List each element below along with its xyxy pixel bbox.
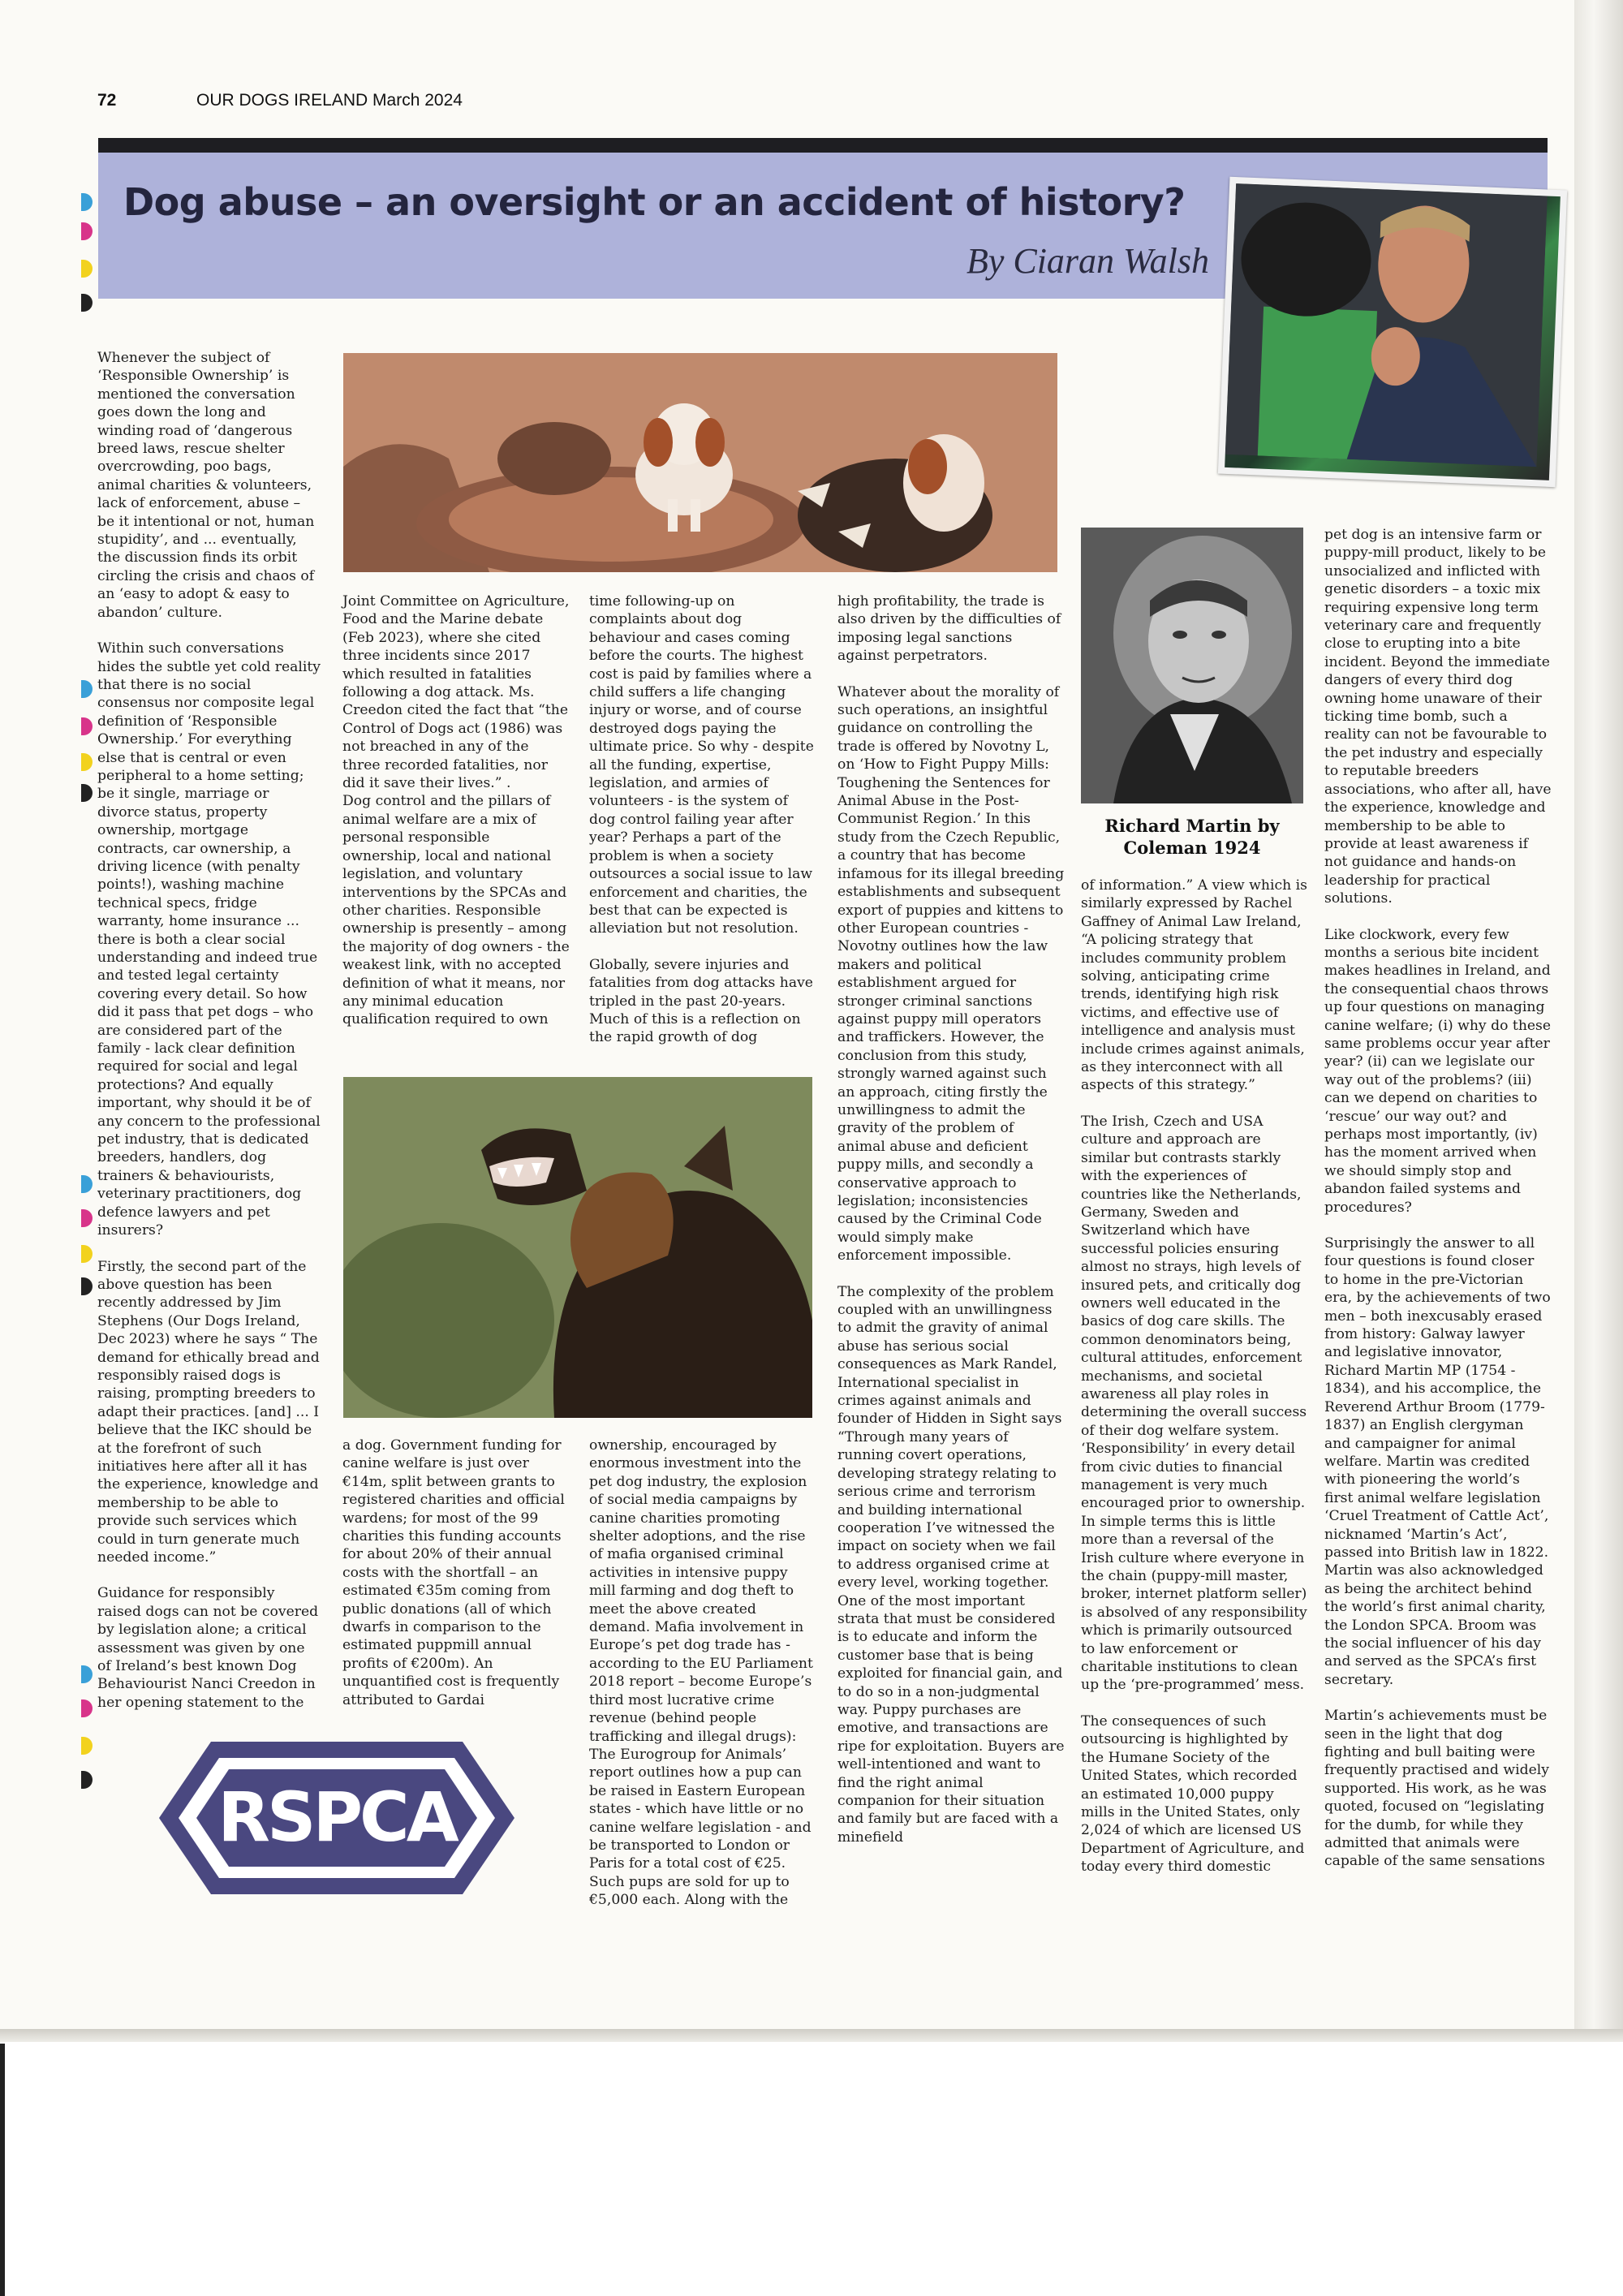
rspca-logo-graphic bbox=[154, 1737, 519, 1899]
puppies-illustration bbox=[343, 353, 1057, 572]
article-paragraph: Dog control and the pillars of animal welfare are a mix of personal responsible ownership, local and national legislation, and voluntary interventions by the SPCAs and other charities. Responsible ownership is presently – among the majority of dog owners - the weakest link, with no accepted definition of what it means, nor any minimal education qualification required to own bbox=[342, 793, 570, 1028]
scan-edge bbox=[0, 2044, 5, 2296]
scan-background bbox=[0, 2042, 1623, 2296]
portrait-illustration bbox=[1081, 528, 1303, 803]
page-number: 72 bbox=[97, 91, 117, 110]
article-paragraph: Joint Committee on Agriculture, Food and the Marine debate (Feb 2023), where she cited three incidents since 2017 which resulted in fatalities following a dog attack. Ms. Creedon cited the fact that “the Control of Dogs act (1986) was not breached in any of the three recorded fatalities, nor did it save their lives.” . bbox=[342, 593, 570, 792]
page-bottom-edge bbox=[0, 2029, 1623, 2042]
publication-title: OUR DOGS IRELAND March 2024 bbox=[196, 91, 463, 110]
barking-dog-illustration bbox=[343, 1077, 812, 1418]
header-rule bbox=[98, 138, 1548, 153]
article-paragraph: ownership, encouraged by enormous investment into the pet dog industry, the explosion of social media campaigns by canine charities promoting shelter adoptions, and the rise of mafia organised criminal activities in intensive puppy mill farming and dog theft to meet the above created demand. Mafia involvement in Europe’s pet dog trade has - according to the EU Parliament 2018 report – become Europe’s third most lucrative crime revenue (behind people trafficking and illegal drugs): The Eurogroup for Animals’ report outlines how a pup can be raised in Eastern European states - which have little or no canine welfare legislation - and be transported to London or Paris for a total cost of €25. Such pups are sold for up to €5,000 each. Along with the bbox=[589, 1437, 813, 1909]
caption-line: Coleman 1924 bbox=[1123, 838, 1261, 858]
article-column-5 bbox=[1081, 877, 1308, 1894]
barking-dog-photo bbox=[343, 1077, 812, 1418]
richard-martin-portrait bbox=[1081, 528, 1303, 803]
article-paragraph: Surprisingly the answer to all four questions is found closer to home in the pre-Victorian era, by the achievements of two men – both inexcusably erased from history: Galway lawyer and legislative innovator, Richard Martin MP (1754 - 1834), and his accomplice, the Reverend Arthur Broom (1779-1837) an English clergyman and campaigner for animal welfare. Martin was credited with pioneering the world’s first animal welfare legislation ‘Cruel Treatment of Cattle Act’, nicknamed ‘Martin’s Act’, passed into British law in 1822. Martin was also acknowledged as being the architect behind the world’s first animal charity, the London SPCA. Broom was the social influencer of his day and served as the SPCA’s first secretary. bbox=[1324, 1235, 1551, 1688]
article-paragraph: Like clockwork, every few months a serious bite incident makes headlines in Ireland, and the consequential chaos throws up four questions on managing canine welfare; (i) why do these same problems occur year after year? (ii) can we legislate our way out of the problems? (iii) can we depend on charities to ‘rescue’ our way out? and perhaps most importantly, (iv) has the moment arrived when we should simply stop and abandon failed systems and procedures? bbox=[1324, 926, 1552, 1216]
rspca-logo bbox=[154, 1737, 519, 1899]
rspca-logo-text: RSPCA bbox=[217, 1777, 456, 1857]
caption-line: Richard Martin by bbox=[1104, 816, 1280, 836]
article-paragraph: Within such conversations hides the subtle yet cold reality that there is no social consensus nor composite legal definition of ‘Responsible Ownership.’ For everything else that is central or even peripheral to a home setting; be it single, marriage or divorce status, property ownership, mortgage contracts, car ownership, a driving licence (with penalty points!), washing machine technical specs, fridge warranty, home insurance ... there is both a clear social understanding and indeed true and tested legal certainty covering every detail. So how did it pass that pet dogs – who are considered part of the family - lack clear definition required for social and legal protections? And equally important, why should it be of any concern to the professional pet industry, that is dedicated breeders, handlers, dog trainers & behaviourists, veterinary practitioners, dog defence lawyers and pet insurers? bbox=[97, 640, 321, 1239]
article-column-2-upper bbox=[342, 592, 570, 1047]
article-paragraph: pet dog is an intensive farm or puppy-mill product, likely to be unsocialized and inflicted with genetic disorders – a toxic mix requiring expensive long term veterinary care and frequently close to erupting into a bite incident. Beyond the immediate dangers of every third dog owning home unaware of their ticking time bomb, such a reality can not be favourable to the pet industry and especially to reputable breeders associations, who after all, have the experience, knowledge and membership to be able to provide at least awareness if not guidance and hands-on leadership for practical solutions. bbox=[1324, 527, 1552, 907]
article-byline: By Ciaran Walsh bbox=[966, 241, 1209, 281]
article-paragraph: Whenever the subject of ‘Responsible Ownership’ is mentioned the conversation goes down the long and winding road of ‘dangerous breed laws, rescue shelter overcrowding, poo bags, animal charities & volunteers, lack of enforcement, abuse – be it intentional or not, human stupidity’, and ... eventually, the discussion finds its orbit circling the crisis and chaos of an ‘easy to adopt & easy to abandon’ culture. bbox=[97, 350, 315, 621]
article-paragraph: a dog. Government funding for canine welfare is just over €14m, split between grants to registered charities and official wardens; for most of the 99 charities this funding accounts for about 20% of their annual costs with the shortfall – an estimated €35m coming from public donations (all of which dwarfs in comparison to the estimated puppmill annual profits of €200m). An unquantified cost is frequently attributed to Gardai bbox=[342, 1437, 565, 1708]
article-column-6 bbox=[1324, 526, 1552, 1889]
article-column-2-lower bbox=[342, 1437, 570, 1727]
portrait-caption bbox=[1081, 815, 1303, 859]
author-photo-illustration bbox=[1225, 183, 1548, 467]
article-paragraph: The consequences of such outsourcing is highlighted by the Humane Society of the United States, which recorded an estimated 10,000 puppy mills in the United States, only 2,024 of which are licensed US Department of Agriculture, and today every third domestic bbox=[1081, 1712, 1305, 1876]
article-paragraph: high profitability, the trade is also driven by the difficulties of imposing legal sanctions against perpetrators. bbox=[837, 593, 1061, 665]
article-column-4 bbox=[837, 592, 1065, 1864]
article-column-1 bbox=[97, 349, 321, 1730]
article-paragraph: time following-up on complaints about dog behaviour and cases coming before the courts. The highest cost is paid by families where a child suffers a life changing injury or worse, and of course destroyed dogs paying the ultimate price. So why - despite all the funding, expertise, legislation, and armies of volunteers - is the system of dog control failing year after year? Perhaps a part of the problem is when a society outsources a social issue to law enforcement and charities, the best that can be expected is alleviation but not resolution. bbox=[589, 593, 814, 937]
article-paragraph: The complexity of the problem coupled with an unwillingness to admit the gravity of animal abuse has serious social consequences as Mark Randel, International specialist in crimes against animals and founder of Hidden in Sight says “Through many years of running covert operations, developing strategy relating to serious crime and terrorism and building international cooperation I’ve witnessed the impact on society when we fail to address organised crime at every level, working together. One of the most important strata that must be considered is to educate and inform the customer base that is being exploited for financial gain, and to do so in a non-judgmental way. Puppy purchases are emotive, and transactions are ripe for exploitation. Buyers are well-intentioned and want to find the right animal companion for their situation and family but are faced with a minefield bbox=[837, 1283, 1065, 1846]
puppies-photo bbox=[343, 353, 1057, 572]
article-headline: Dog abuse – an oversight or an accident of history? bbox=[123, 180, 1186, 224]
article-paragraph: The Irish, Czech and USA culture and approach are similar but contrasts starkly with the experiences of countries like the Netherlands, Germany, Sweden and Switzerland which have successful policies ensuring almost no strays, high levels of insured pets, and critically dog owners well educated in the basics of dog care skills. The common denominators being, cultural attitudes, enforcement mechanisms, and societal awareness all play roles in determining the overall success of their dog welfare system. ‘Responsibility’ in every detail from civic duties to financial management is very much encouraged prior to ownership. In simple terms this is little more than a reversal of the Irish culture where everyone in the chain (puppy-mill master, broker, internet platform seller) is absolved of any responsibility which is primarily outsourced to law enforcement or charitable institutions to clean up the ‘pre-programmed’ mess. bbox=[1081, 1113, 1307, 1694]
article-paragraph: of information.” A view which is similarly expressed by Rachel Gaffney of Animal Law Ireland, “A policing strategy that includes community problem solving, anticipating crime trends, identifying high risk victims, and effective use of intelligence and analysis must include crimes against animals, as they interconnect with all aspects of this strategy.” bbox=[1081, 877, 1307, 1094]
article-paragraph: Guidance for responsibly raised dogs can not be covered by legislation alone; a critical assessment was given by one of Ireland’s best known Dog Behaviourist Nanci Creedon in her opening statement to the bbox=[97, 1585, 319, 1711]
article-column-3-upper bbox=[589, 592, 816, 1065]
author-photo bbox=[1218, 177, 1567, 487]
article-column-3-lower bbox=[589, 1437, 816, 1928]
article-paragraph: Whatever about the morality of such operations, an insightful guidance on controlling the trade is offered by Novotny L, on ‘How to Fight Puppy Mills: Toughening the Sentences for Animal Abuse in the Post-Communist Region.’ In this study from the Czech Republic, a country that has become infamous for its illegal breeding establishments and subsequent export of puppies and kittens to other European countries - Novotny outlines how the law makers and political establishment argued for stronger criminal sanctions against puppy mill operators and traffickers. However, the conclusion from this study, strongly warned against such an approach, citing firstly the unwillingness to admit the gravity of the problem of animal abuse and deficient puppy mills, and secondly a conservative approach to legislation; inconsistencies caused by the Criminal Code would simply make enforcement impossible. bbox=[837, 683, 1065, 1264]
article-paragraph: Martin’s achievements must be seen in the light that dog fighting and bull baiting were frequently practised and widely supported. His work, as he was quoted, focused on “legislating for the dumb, for while they admitted that animals were capable of the same sensations bbox=[1324, 1708, 1549, 1870]
page-binding bbox=[1574, 0, 1623, 2045]
article-paragraph: Globally, severe injuries and fatalities from dog attacks have tripled in the past 20-years. Much of this is a reflection on the rapid growth of dog bbox=[589, 956, 813, 1046]
article-paragraph: Firstly, the second part of the above question has been recently addressed by Jim Stephens (Our Dogs Ireland, Dec 2023) where he says “ The demand for ethically bread and responsibly raised dogs is raising, prompting breeders to adapt their practices. [and] ... I believe that the IKC should be at the forefront of such initiatives here after all it has the experience, knowledge and membership to be able to provide such services which could in turn generate much needed income.” bbox=[97, 1258, 320, 1566]
